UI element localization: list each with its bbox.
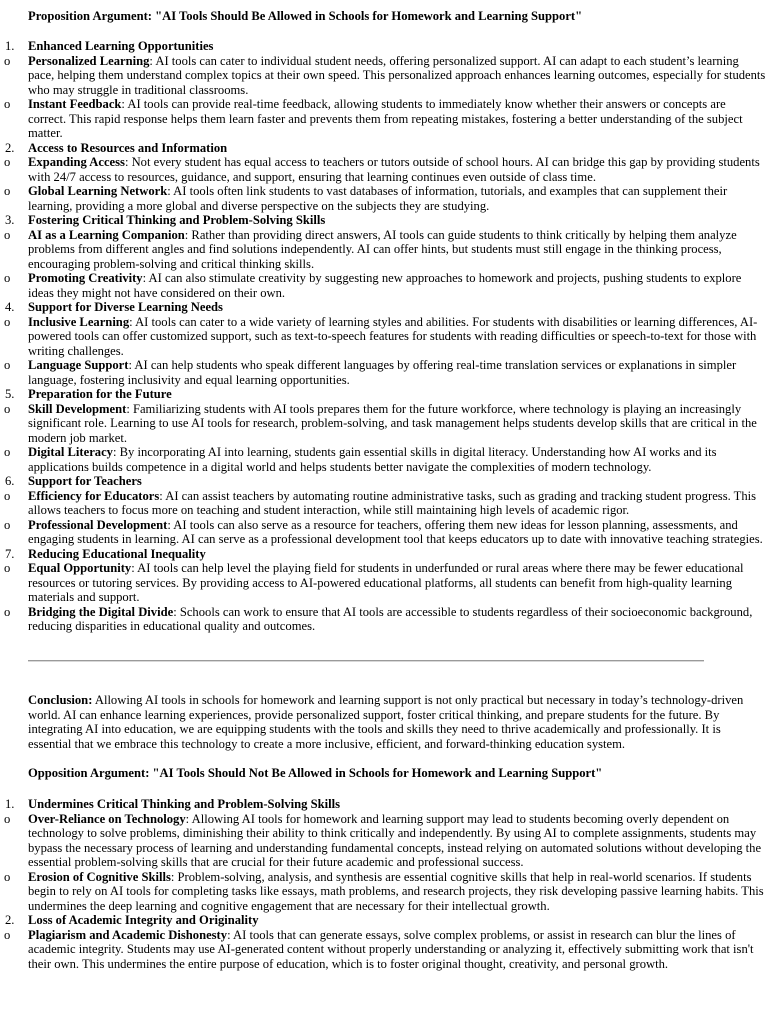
section-heading: Support for Diverse Learning Needs (28, 300, 223, 314)
item-term: Language Support (28, 358, 129, 372)
item-term: Plagiarism and Academic Dishonesty (28, 927, 228, 942)
item-text: : AI can help students who speak different languages by offering real-time translation services or explanations in simpler language, fostering inclusivity and equal learning opportunities. (28, 358, 737, 387)
item-term: Global Learning Network (28, 184, 168, 198)
bullet-marker: o (4, 271, 11, 285)
section-heading: Loss of Academic Integrity and Originality (28, 913, 259, 927)
bullet-marker: o (4, 53, 11, 68)
item-term: Inclusive Learning (28, 314, 130, 329)
item-text: : Familiarizing students with AI tools prepares them for the future workforce, where technology is playing an increasingly significant role. Learning to use AI tools for research, problem-solving, and task management helps students develop skills that are critical in the modern job market. (28, 401, 757, 445)
list-item (0, 605, 768, 634)
item-text: : Rather than providing direct answers, AI tools can guide students to think critically by helping them analyze problems from different angles and find solutions independently. AI can offer hints, but students must still engage in the thinking process, encouraging problem-solving and critical thinking skills. (28, 227, 737, 271)
list-item (0, 870, 768, 914)
section-number: 4. (5, 300, 15, 314)
section-heading-row (0, 39, 768, 54)
list-item (0, 155, 768, 184)
item-term: Digital Literacy (28, 445, 113, 459)
list-item (0, 445, 768, 474)
item-text: : Allowing AI tools for homework and learning support may lead to students becoming overly dependent on technology to solve problems, diminishing their ability to think critically and independently. By using AI to complete assignments, students may bypass the necessary process of learning and understanding fundamental concepts, instead relying on automated solutions without developing the essential problem-solving skills that are crucial for their future academic and professional success. (28, 811, 762, 869)
item-term: Instant Feedback (28, 97, 122, 111)
proposition-list (0, 39, 768, 634)
item-text: : AI can also stimulate creativity by suggesting new approaches to homework and projects, pushing students to explore ideas they might not have considered on their own. (28, 271, 742, 300)
item-text: : By incorporating AI into learning, students gain essential skills in digital literacy. Understanding how AI works and its applications builds competence in a digital world and helps students better navigate the complexities of modern technology. (28, 445, 717, 474)
list-item (0, 228, 768, 272)
section-heading-row (0, 913, 768, 928)
list-item (0, 928, 768, 972)
bullet-marker: o (4, 155, 11, 169)
section-number: 3. (5, 213, 15, 227)
bullet-marker: o (4, 184, 11, 198)
bullet-marker: o (4, 401, 11, 416)
conclusion-label: Conclusion: (28, 693, 93, 707)
item-term: Personalized Learning (28, 53, 150, 68)
item-term: Erosion of Cognitive Skills (28, 869, 171, 884)
section-number: 7. (5, 546, 15, 561)
section-heading: Preparation for the Future (28, 387, 172, 401)
item-text: : AI can assist teachers by automating routine administrative tasks, such as grading and tracking student progress. This allows teachers to focus more on teaching and student interaction, while still maintaining high levels of academic rigor. (28, 488, 757, 517)
item-text: : AI tools that can generate essays, solve complex problems, or assist in research can blur the lines of academic integrity. Students may use AI-generated content without properly understanding or analyzing it, effectively submitting work that isn't their own. This undermines the entire purpose of education, which is to foster original thought, creativity, and personal growth. (28, 927, 754, 971)
item-term: Skill Development (28, 401, 127, 416)
bullet-marker: o (4, 811, 11, 826)
bullet-marker: o (4, 869, 11, 884)
section-number: 5. (5, 387, 15, 401)
section-number: 2. (5, 913, 15, 927)
item-term: Professional Development (28, 517, 168, 532)
section-heading: Enhanced Learning Opportunities (28, 39, 214, 53)
item-term: Equal Opportunity (28, 561, 132, 575)
section-heading: Support for Teachers (28, 474, 142, 488)
item-text: : Not every student has equal access to teachers or tutors outside of school hours. AI can bridge this gap by providing students with 24/7 access to resources, guidance, and support, ensuring that learning continues even outside of class time. (28, 155, 760, 184)
section-number: 6. (5, 474, 15, 488)
item-text: : AI tools can cater to individual student needs, offering personalized support. AI can adapt to each student’s learning pace, helping them understand complex topics at their own speed. This personalized approach enhances learning outcomes, especially for students who may struggle in traditional classrooms. (28, 53, 766, 97)
section-heading-row (0, 797, 768, 812)
section-heading-row (0, 213, 768, 228)
section-heading-row (0, 300, 768, 315)
bullet-marker: o (4, 561, 11, 575)
opposition-list (0, 797, 768, 971)
list-item (0, 812, 768, 870)
bullet-marker: o (4, 488, 11, 503)
item-term: Over-Reliance on Technology (28, 811, 186, 826)
proposition-title: Proposition Argument: "AI Tools Should Be Allowed in Schools for Homework and Learning Support" (28, 9, 583, 23)
item-text: : Problem-solving, analysis, and synthesis are essential cognitive skills that help in real-world scenarios. If students begin to rely on AI tools for completing tasks like essays, math problems, and research projects, they risk developing passive learning habits. This undermines the deep learning and cognitive engagement that are necessary for their intellectual growth. (28, 869, 764, 913)
item-term: Bridging the Digital Divide (28, 604, 174, 619)
bullet-marker: o (4, 604, 11, 619)
section-heading: Reducing Educational Inequality (28, 546, 206, 561)
item-text: : AI tools can provide real-time feedback, allowing students to immediately know whether their answers or concepts are correct. This rapid response helps them learn faster and prevents them from repeating mistakes, fostering a better understanding of the subject matter. (28, 97, 743, 140)
list-item (0, 402, 768, 446)
section-heading-row (0, 141, 768, 156)
item-text: : AI tools can help level the playing field for students in underfunded or rural areas where there may be fewer educational resources or tutoring services. By providing access to AI-powered educational platforms, all students can benefit from high-quality learning materials and support. (28, 561, 744, 604)
horizontal-divider (28, 660, 704, 662)
conclusion-paragraph (28, 693, 766, 751)
bullet-marker: o (4, 358, 11, 372)
bullet-marker: o (4, 517, 11, 532)
list-item (0, 54, 768, 98)
list-item (0, 518, 768, 547)
section-heading: Undermines Critical Thinking and Problem-Solving Skills (28, 797, 340, 811)
list-item (0, 271, 768, 300)
section-heading-row (0, 547, 768, 562)
section-heading: Access to Resources and Information (28, 140, 228, 155)
bullet-marker: o (4, 927, 11, 942)
list-item (0, 315, 768, 359)
section-heading-row (0, 387, 768, 402)
section-number: 1. (5, 39, 15, 53)
item-term: Promoting Creativity (28, 271, 143, 285)
list-item (0, 358, 768, 387)
list-item (0, 561, 768, 605)
item-text: : AI tools can cater to a wide variety of learning styles and abilities. For students with disabilities or learning differences, AI-powered tools can offer customized support, such as text-to-speech features for students with reading difficulties or speech-to-text for those with writing challenges. (28, 314, 758, 358)
list-item (0, 489, 768, 518)
section-number: 2. (5, 140, 15, 155)
list-item (0, 184, 768, 213)
opposition-title: Opposition Argument: "AI Tools Should Not Be Allowed in Schools for Homework and Learning Support" (28, 766, 603, 780)
item-text: : AI tools can also serve as a resource for teachers, offering them new ideas for lesson planning, assessments, and engaging students in learning. AI can serve as a professional development tool that keeps educators up to date with innovative teaching strategies. (28, 517, 763, 546)
bullet-marker: o (4, 314, 11, 329)
item-text: : Schools can work to ensure that AI tools are accessible to students regardless of their socioeconomic background, reducing disparities in educational quality and outcomes. (28, 604, 753, 633)
item-term: Efficiency for Educators (28, 488, 160, 503)
section-heading: Fostering Critical Thinking and Problem-Solving Skills (28, 213, 326, 227)
item-term: AI as a Learning Companion (28, 227, 185, 242)
item-text: : AI tools often link students to vast databases of information, tutorials, and examples that can supplement their learning, providing a more global and diverse perspective on the subjects they are studying. (28, 184, 728, 213)
bullet-marker: o (4, 227, 11, 242)
conclusion-text: Allowing AI tools in schools for homework and learning support is not only practical but necessary in today’s technology-driven world. AI can enhance learning experiences, provide personalized support, foster critical thinking, and prepare students for the future. By integrating AI into education, we are equipping students with the tools and skills they need to thrive academically and professionally. It is essential that we embrace this technology to create a more inclusive, efficient, and forward-thinking education system. (28, 693, 744, 751)
item-term: Expanding Access (28, 155, 125, 169)
list-item (0, 97, 768, 141)
bullet-marker: o (4, 97, 11, 111)
section-heading-row (0, 474, 768, 489)
bullet-marker: o (4, 445, 11, 459)
section-number: 1. (5, 797, 15, 811)
